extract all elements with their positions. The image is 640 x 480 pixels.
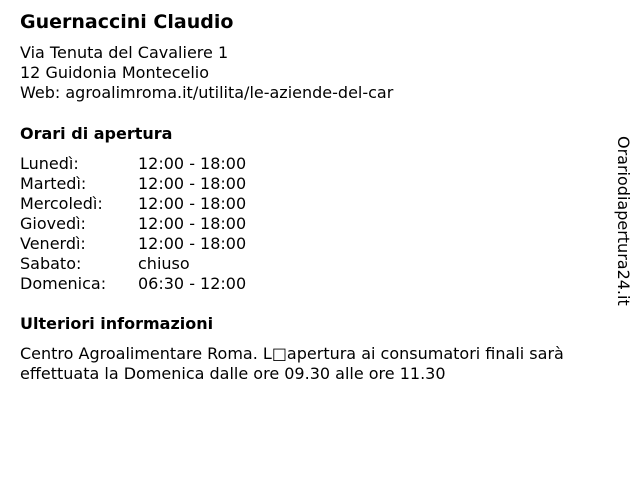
hours-day: Mercoledì: xyxy=(20,194,103,213)
hours-row-wednesday xyxy=(20,194,246,214)
hours-row-tuesday xyxy=(20,174,246,194)
further-info-heading: Ulteriori informazioni xyxy=(20,314,214,333)
hours-day: Venerdì: xyxy=(20,234,86,253)
hours-day: Sabato: xyxy=(20,254,82,273)
opening-hours-table xyxy=(20,154,246,294)
hours-time: 06:30 - 12:00 xyxy=(138,274,247,293)
opening-hours-heading: Orari di apertura xyxy=(20,124,173,143)
hours-row-thursday xyxy=(20,214,246,234)
address-city: 12 Guidonia Montecelio xyxy=(20,63,210,82)
hours-time: 12:00 - 18:00 xyxy=(138,214,247,233)
hours-time: 12:00 - 18:00 xyxy=(138,234,247,253)
address-block xyxy=(20,43,393,103)
address-street: Via Tenuta del Cavaliere 1 xyxy=(20,43,229,62)
hours-day: Lunedì: xyxy=(20,154,79,173)
hours-day: Martedì: xyxy=(20,174,87,193)
further-info-line-2: effettuata la Domenica dalle ore 09.30 alle ore 11.30 xyxy=(20,364,446,383)
hours-time: 12:00 - 18:00 xyxy=(138,154,247,173)
website-line[interactable]: Web: agroalimroma.it/utilita/le-aziende-del-car xyxy=(20,83,394,102)
hours-day: Giovedì: xyxy=(20,214,86,233)
further-info-text xyxy=(20,344,624,384)
hours-day: Domenica: xyxy=(20,274,107,293)
hours-row-friday xyxy=(20,234,246,254)
business-name: Guernaccini Claudio xyxy=(20,11,234,33)
site-watermark: Orariodiapertura24.it xyxy=(614,136,633,306)
hours-time: 12:00 - 18:00 xyxy=(138,194,247,213)
further-info-line-1: Centro Agroalimentare Roma. L□apertura ai consumatori finali sarà xyxy=(20,344,564,363)
hours-row-sunday xyxy=(20,274,246,294)
hours-time: chiuso xyxy=(138,254,190,273)
hours-row-saturday xyxy=(20,254,246,274)
hours-row-monday xyxy=(20,154,246,174)
hours-time: 12:00 - 18:00 xyxy=(138,174,247,193)
